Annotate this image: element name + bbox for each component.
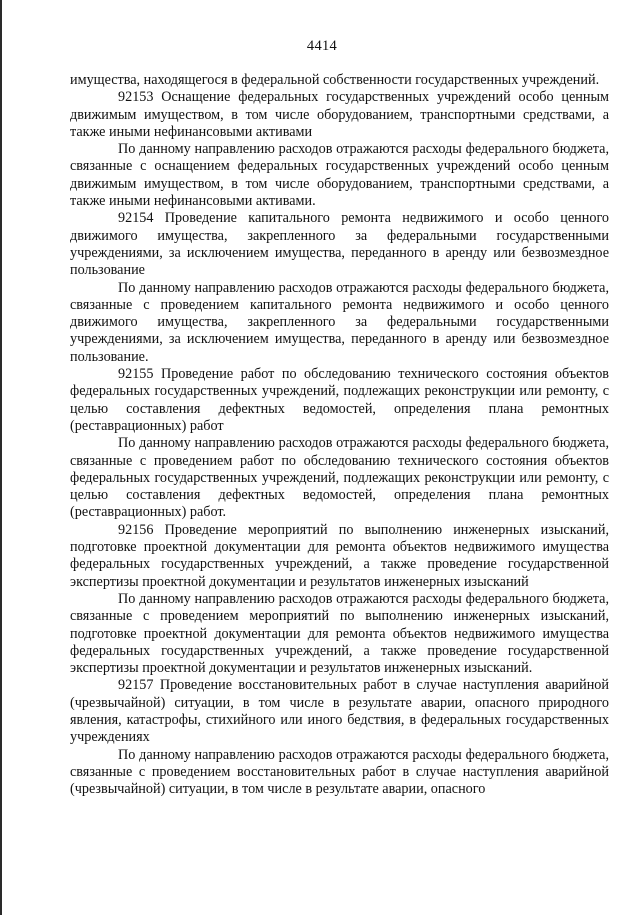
page-number: 4414 [306,38,338,54]
paragraph: По данному направлению расходов отражаются расходы федерального бюджета, связанные с оснащением федеральных государственных учреждений особо ценным движимым имуществом, в том числе оборудованием, транспортными средствами, а также иными нефинансовыми активами. [70,141,609,210]
paragraph: По данному направлению расходов отражаются расходы федерального бюджета, связанные с проведением мероприятий по выполнению инженерных изысканий, подготовке проектной документации для ремонта объектов недвижимого имущества федеральных государственных учреждений, а также проведение государственной экспертизы проектной документации и результатов инженерных изысканий. [70,590,609,677]
paragraph: 92155 Проведение работ по обследованию технического состояния объектов федеральных государственных учреждений, подлежащих реконструкции или ремонту, с целью составления дефектных ведомостей, определения плана ремонтных (реставрационных) работ [70,366,609,434]
paragraph: 92154 Проведение капитального ремонта недвижимого и особо ценного движимого имущества, закрепленного за федеральными государственными учреждениями, за исключением имущества, переданного в аренду или безвозмездное пользование [70,210,609,279]
paragraph: имущества, находящегося в федеральной собственности государственных учреждений. [70,72,600,88]
paragraph: 92153 Оснащение федеральных государственных учреждений особо ценным движимым имуществом, в том числе оборудованием, транспортными средствами, а также иными нефинансовыми активами [70,89,609,140]
paragraph: 92157 Проведение восстановительных работ в случае наступления аварийной (чрезвычайной) ситуации, в том числе в результате аварии, опасного природного явления, катастрофы, стихийного или иного бедствия, в федеральных государственных учреждениях [70,677,609,746]
paragraph: По данному направлению расходов отражаются расходы федерального бюджета, связанные с проведением работ по обследованию технического состояния объектов федеральных государственных учреждений, подлежащих реконструкции или ремонту, с целью составления дефектных ведомостей, определения плана ремонтных (реставрационных) работ. [70,435,609,521]
paragraph: По данному направлению расходов отражаются расходы федерального бюджета, связанные с проведением восстановительных работ в случае наступления аварийной (чрезвычайной) ситуации, в том числе в результате аварии, опасного [70,746,609,798]
paragraph: 92156 Проведение мероприятий по выполнению инженерных изысканий, подготовке проектной документации для ремонта объектов недвижимого имущества федеральных государственных учреждений, а также проведение государственной экспертизы проектной документации и результатов инженерных изысканий [70,521,609,590]
paragraph: По данному направлению расходов отражаются расходы федерального бюджета, связанные с проведением капитального ремонта недвижимого и особо ценного движимого имущества, закрепленного за федеральными государственными учреждениями, за исключением имущества, переданного в аренду или безвозмездное пользование. [70,279,609,365]
document-body [70,72,609,798]
